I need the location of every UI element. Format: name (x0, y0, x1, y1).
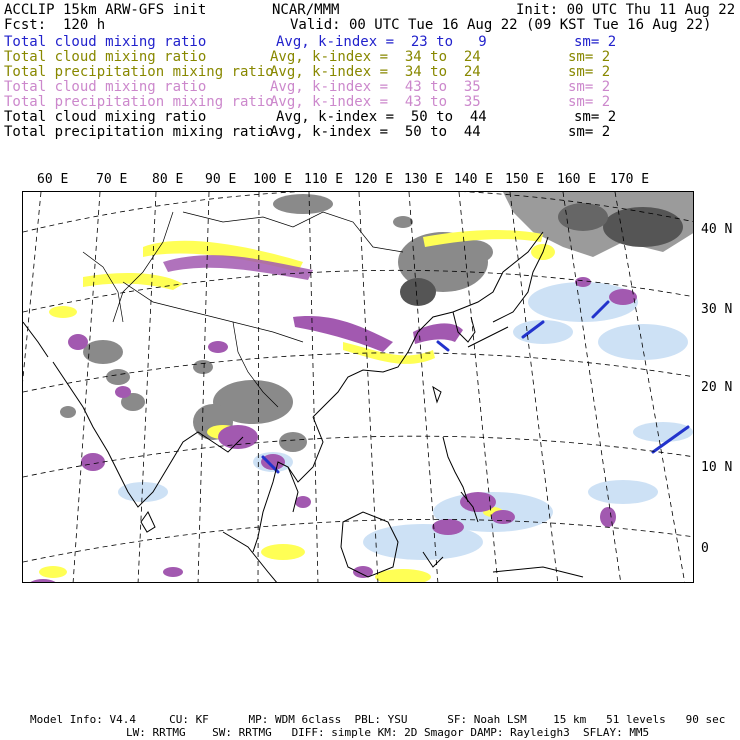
legend-field-6: Total cloud mixing ratio (4, 109, 207, 125)
lon-label-80e: 80 E (152, 172, 184, 187)
legend-field-2: Total cloud mixing ratio (4, 49, 207, 65)
lat-label-40n: 40 N (701, 222, 733, 237)
valid-time: Valid: 00 UTC Tue 16 Aug 22 (09 KST Tue 16 Aug 22) (290, 17, 712, 33)
lat-label-10n: 10 N (701, 460, 733, 475)
lon-label-60e: 60 E (37, 172, 69, 187)
legend-sm-2: sm= 2 (568, 49, 611, 65)
legend-field-3: Total precipitation mixing ratio (4, 64, 274, 80)
legend-sm-3: sm= 2 (568, 64, 611, 80)
legend-sm-4: sm= 2 (568, 79, 611, 95)
map-canvas (23, 192, 694, 583)
lat-label-20n: 20 N (701, 380, 733, 395)
plot-title: ACCLIP 15km ARW-GFS init (4, 2, 207, 18)
lon-label-130e: 130 E (404, 172, 444, 187)
legend-sm-6: sm= 2 (574, 109, 617, 125)
legend-avg-7: Avg, k-index = 50 to 44 (270, 124, 481, 140)
init-time: Init: 00 UTC Thu 11 Aug 22 (516, 2, 736, 18)
legend-avg-1: Avg, k-index = 23 to 9 (276, 34, 487, 50)
legend-field-7: Total precipitation mixing ratio (4, 124, 274, 140)
lon-label-150e: 150 E (505, 172, 545, 187)
legend-avg-6: Avg, k-index = 50 to 44 (276, 109, 487, 125)
forecast-hour: Fcst: 120 h (4, 17, 106, 33)
legend-sm-5: sm= 2 (568, 94, 611, 110)
lat-label-0: 0 (701, 541, 709, 556)
lon-label-110e: 110 E (304, 172, 344, 187)
map-panel (22, 191, 694, 583)
organization-label: NCAR/MMM (272, 2, 340, 18)
legend-field-4: Total cloud mixing ratio (4, 79, 207, 95)
lon-label-90e: 90 E (205, 172, 237, 187)
legend-avg-3: Avg, k-index = 34 to 24 (270, 64, 481, 80)
lon-label-70e: 70 E (96, 172, 128, 187)
legend-field-1: Total cloud mixing ratio (4, 34, 207, 50)
model-info-line-1: Model Info: V4.4 CU: KF MP: WDM 6class PBL: YSU SF: Noah LSM 15 km 51 levels 90 sec (30, 713, 726, 726)
legend-sm-1: sm= 2 (574, 34, 617, 50)
gray-cloud-layer (60, 192, 694, 452)
lon-label-170e: 170 E (610, 172, 650, 187)
model-info-line-2: LW: RRTMG SW: RRTMG DIFF: simple KM: 2D Smagor DAMP: Rayleigh3 SFLAY: MM5 (126, 726, 650, 739)
legend-avg-5: Avg, k-index = 43 to 35 (270, 94, 481, 110)
lat-label-30n: 30 N (701, 302, 733, 317)
lon-label-100e: 100 E (253, 172, 293, 187)
lon-label-160e: 160 E (557, 172, 597, 187)
legend-avg-2: Avg, k-index = 34 to 24 (270, 49, 481, 65)
legend-avg-4: Avg, k-index = 43 to 35 (270, 79, 481, 95)
legend-field-5: Total precipitation mixing ratio (4, 94, 274, 110)
legend-sm-7: sm= 2 (568, 124, 611, 140)
lon-label-140e: 140 E (454, 172, 494, 187)
lon-label-120e: 120 E (354, 172, 394, 187)
